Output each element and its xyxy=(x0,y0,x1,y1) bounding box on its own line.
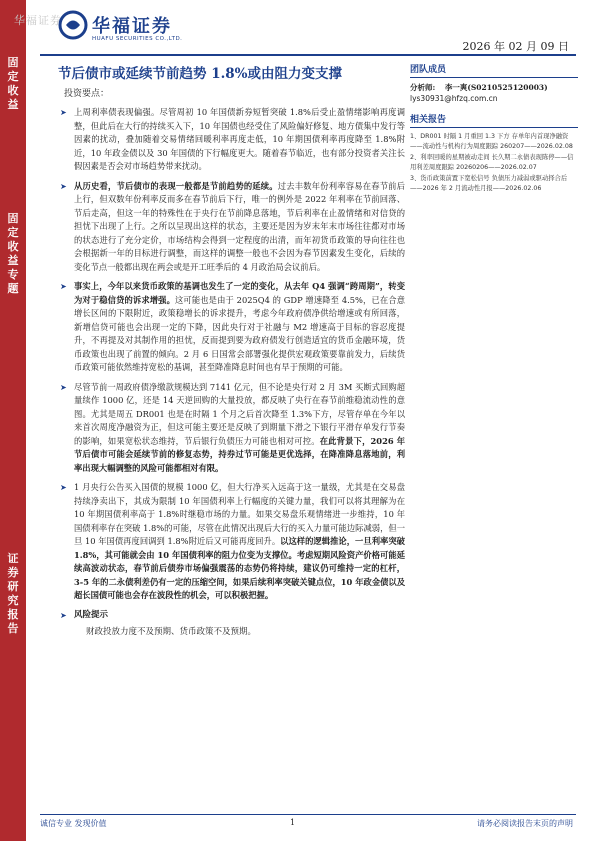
paragraph: ➤ 1 月央行公告买入国债的规模 1000 亿，但大行净买入远高于这一量级，尤其是在交易盘持续净卖出下，其成为限制 10 年国债利率上行幅度的关键力量，我们可以将其理解为在 10 年期国债利率高于 1.8%时继稳市场的力量。如果交易盘乐观情绪进一步维持，10 年国债利率存在突破 1.8%的可能，尽管在此情况出现后大行的买入力量可能边际减弱，但一旦 10 年国债再度回调到 1.8%附近后又可能再度回升。以这样的逻辑推论，一旦利率突破 1.8%，其可能就会由 10 年国债利率的阻力位变为支撑位。考虑短期风险资产价格可能延续高波动状态，春节前后债券市场偏强震荡的态势仍将持续，建议仍可维持一定的杠杆，3-5 年的二永债利差仍有一定的压缩空间，如果后续利率突破关键点位，10 年政金债以及超长国债可能也会存在波段性的机会，可以积极把握。 xyxy=(60,482,406,600)
logo-name: 华福证券 xyxy=(92,16,172,37)
arrow-bullet-icon: ➤ xyxy=(60,610,67,620)
sidebar-label-mid: 固 定 收 益 专 题 xyxy=(7,212,19,295)
arrow-bullet-icon: ➤ xyxy=(60,483,67,492)
sidebar-label-top: 固 定 收 益 xyxy=(7,56,19,111)
company-logo xyxy=(58,6,218,50)
related-report-link[interactable]: 3、货币政策前置下宽松信号 负债压力减弱或驱动择合后——2026 年 2 月流动性月报——2026.02.06 xyxy=(410,175,568,192)
intro-label: 投资要点： xyxy=(64,89,110,99)
paragraph: ➤ 从历史看，节后债市的表现一般都是节前趋势的延续。过去丰数年份利率容易在春节前后上行，但双数年份利率反而多在春节前后下行，唯一的例外是 2022 年利率在节前回落、节后走高，但这一年的特殊性在于央行在节前降息落地，节后利率在止盈情绪和对信贷的担忧下出现了上行。之所以呈现出这样的状态，主要还是因为岁末年末市场往往都对市场的状态进行了充分定价，市场结构会得到一定程度的出清，而年初货币政策的导向往往也会根据新一年的目标进行调整，而这样的调整一般也不会因为春节因素发生变化，后续的变化节点一般都出现在两会或是开工旺季后的 4 月政治局会议前后。 xyxy=(60,180,405,272)
related-report-link[interactable]: 2、利率回暖的星期被动走间 长久期二永债表现陈停——信用利差周度跟踪 20260206——2026.02.07 xyxy=(410,154,574,171)
paragraph: ➤ 尽管节前一周政府债净缴款规模达到 7141 亿元，但不论是央行对 2 月 3M 买断式回购超量续作 1000 亿，还是 14 天逆回购的大量投放，都反映了央行在春节前维稳流动性的意图。尤其是周五 DR001 也是在时隔 1 个月之后首次降至 1.3%下方，尽管存单在今年以来首次周度净融资为正，但这可能主要还是反映了到期量下滑之下银行平滑存单发行节奏的影响，如果宽松状态维持，节后银行负债压力可能也相对可控。在此背景下，2026 年节后债市可能会延续节前的修复态势，持券过节可能是更优选择，在降准降息落地前，利率出现大幅调整的风险可能都相对有限。 xyxy=(60,381,405,473)
footer-slogan: 诚信专业 发现价值 xyxy=(40,819,107,828)
side-panel xyxy=(410,62,578,195)
logo-emblem-icon xyxy=(58,10,88,40)
analyst-email[interactable]: lys30931@hfzq.com.cn xyxy=(410,94,498,103)
arrow-bullet-icon: ➤ xyxy=(60,181,67,191)
main-content xyxy=(50,106,405,640)
related-heading: 相关报告 xyxy=(410,112,578,128)
logo-english: HUAFU SECURITIES CO.,LTD. xyxy=(92,36,183,42)
page-title: 节后债市或延续节前趋势 1.8%或由阻力变支撑 xyxy=(58,66,343,82)
header-divider xyxy=(40,54,576,56)
related-reports xyxy=(410,132,578,193)
footer-disclaimer: 请务必阅读报告末页的声明 xyxy=(477,819,573,828)
analyst-info: 分析师: 李一爽(S0210525120003) lys30931@hfzq.com.cn xyxy=(410,83,548,103)
footer-divider xyxy=(40,814,576,815)
risk-text: 财政投放力度不及预期、货币政策不及预期。 xyxy=(86,627,257,637)
related-report-link[interactable]: 1、DR001 时隔 1 月重回 1.3 下方 存单年内首现净融资——流动性与机构行为周度跟踪 260207——2026.02.08 xyxy=(410,133,573,150)
paragraph: ➤ 事实上，今年以来货币政策的基调也发生了一定的变化，从去年 Q4 强调“跨周期”，转变为对于稳信贷的诉求增强。这可能也是由于 2025Q4 的 GDP 增速降至 4.5%，已在合意增长区间的下限附近，政策稳增长的诉求提升，考虑今年政府债净供给增速或有所回落，新增信贷可能也会出现一定的下降，因此央行对于社融与 M2 增速高于目标的容忍度提升，不再提及对其制作用的担忧，反而提到要为政府债发行创造适宜的货币金融环境，货币政策也出现了前置的倾向。2 月 6 日国常会部署强化提供宏观政策要靠前发力，后续货币政策可能依然维持宽松的基调，甚至降准降息时间也有早于预期的可能。 xyxy=(60,281,405,372)
sidebar-label-bottom: 证 券 研 究 报 告 xyxy=(7,552,19,635)
risk-heading: ➤ 风险提示 xyxy=(50,609,405,623)
team-heading: 团队成员 xyxy=(410,62,578,78)
arrow-bullet-icon: ➤ xyxy=(60,282,67,291)
sidebar xyxy=(0,0,26,841)
arrow-bullet-icon: ➤ xyxy=(60,108,67,117)
report-date: 2026 年 02 月 09 日 xyxy=(462,40,569,53)
page-number: 1 xyxy=(290,818,296,827)
paragraph: ➤ 上周利率债表现偏强。尽管周初 10 年国债新券短暂突破 1.8%后受止盈情绪影响再度调整，但此后在大行的持续买入下，10 年国债也经受住了风险偏好修复、地方债集中发行等因素的扰动，叠加随着交易情绪回暖利率再度走低，10 年期国债利率再度降至 1.8%附近，10 年政金债以及 30 年国债的下行幅度更大。随着春节临近，也有部分投资者关注长假因素是否会对市场趋势带来扰动。 xyxy=(60,107,405,171)
watermark: 华福证券 xyxy=(14,14,62,27)
arrow-bullet-icon: ➤ xyxy=(60,382,67,392)
